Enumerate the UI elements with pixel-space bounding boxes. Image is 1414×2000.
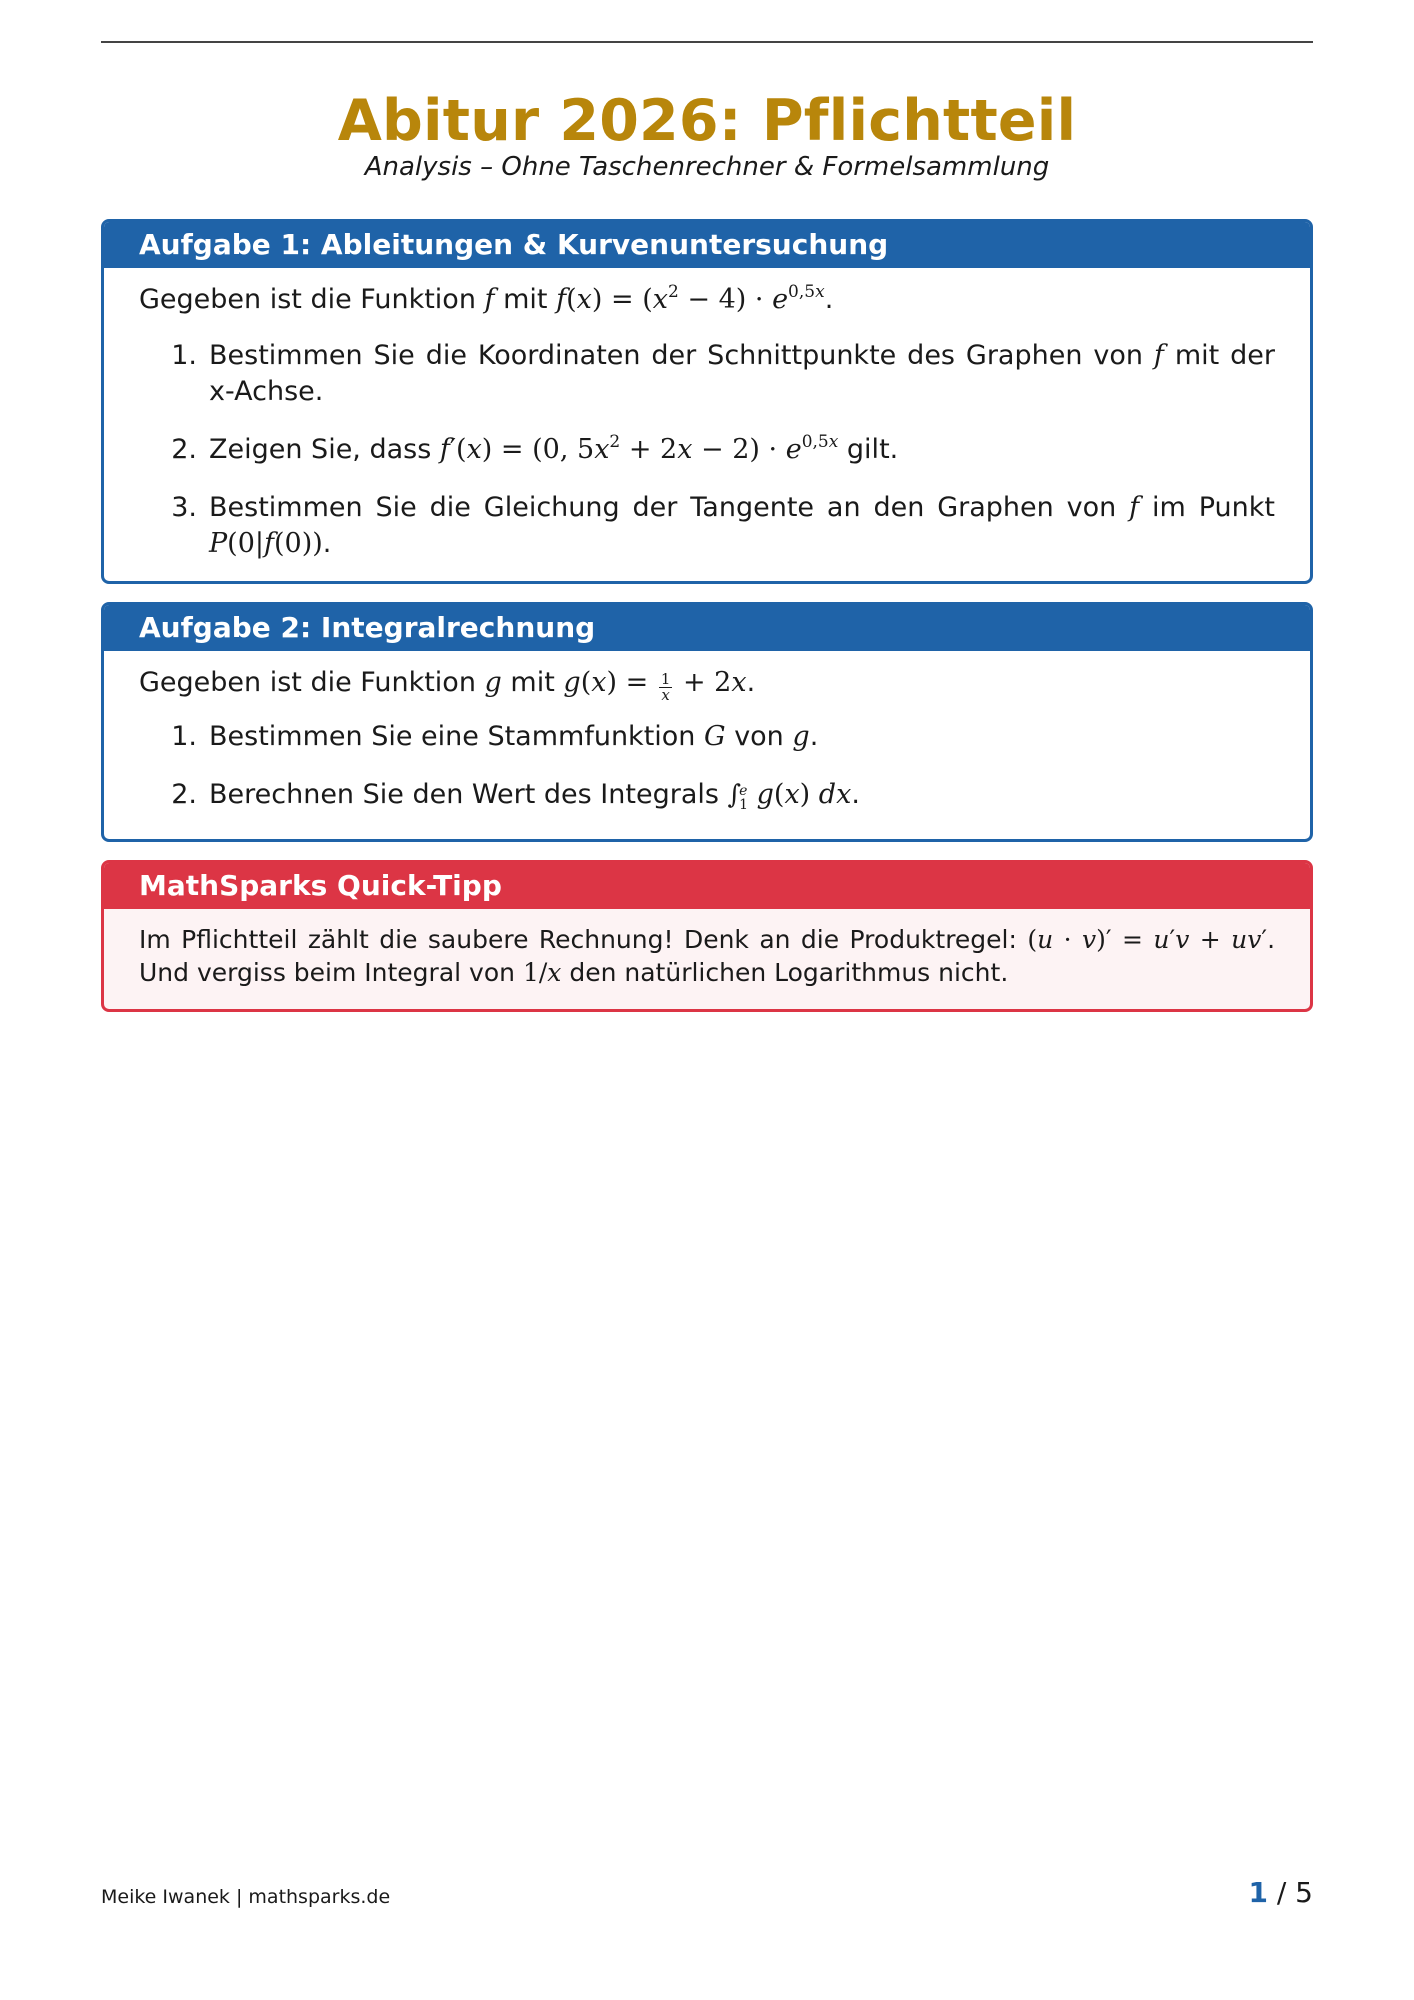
task-2-intro: Gegeben ist die Funktion g mit g(x) = $\frac{1}{x}$ + 2x. [139,667,756,704]
derivative-formula: f′(x) = (0, $5x^2 + 2x - 2) \cdot e^{0,5x}$ [439,432,839,465]
function-definition-g: g(x) = $\frac{1}{x}$ + 2x [563,667,747,704]
product-rule-formula: (u · v)′ = u′v + uv′ [1027,925,1268,954]
top-rule [101,41,1313,43]
tip-box [101,860,1313,1012]
point-p: P(0|f(0)) [209,528,323,559]
task-1-body [104,268,1310,562]
task-2-body [104,651,1310,813]
footer-author: Meike Iwanek | mathsparks.de [101,1886,391,1908]
task-2-list [139,719,1275,813]
task-1-item-3: 3. Bestimmen Sie die Gleichung der Tangente an den Graphen von f im Punkt P(0|f(0)). [171,492,1275,559]
task-1-box [101,219,1313,584]
task-2-heading: Aufgabe 2: Integralrechnung [104,605,1310,651]
task-1-heading: Aufgabe 1: Ableitungen & Kurvenuntersuchung [104,222,1310,268]
integral-formula: ∫ e 1 g(x) dx [727,779,852,813]
task-2-item-1: 1. Bestimmen Sie eine Stammfunktion G von g. [171,721,819,752]
task-1-item-1: 1. Bestimmen Sie die Koordinaten der Schnittpunkte des Graphen von f mit der x-Achse. [171,340,1275,407]
page-title: Abitur 2026: Pflichtteil [337,88,1077,154]
task-1-intro: Gegeben ist die Funktion f mit $f(x) = (x^2 - 4) \cdot e^{0,5x}$. [139,282,834,315]
function-definition-f: $f(x) = (x^2 - 4) \cdot e^{0,5x}$ [556,282,825,315]
reciprocal-formula: 1/x [522,958,562,987]
page-subtitle: Analysis – Ohne Taschenrechner & Formelsammlung [364,152,1050,182]
task-1-list [139,338,1275,562]
function-name-g: g [484,667,502,698]
task-2-box [101,602,1313,842]
page-total: 5 [1295,1876,1313,1909]
function-name-f: f [484,284,495,315]
page-current: 1 [1248,1876,1268,1909]
tip-heading: MathSparks Quick-Tipp [104,863,1310,909]
page-number: 1 / 5 [1248,1876,1313,1909]
tip-body: Im Pflichtteil zählt die saubere Rechnung! Denk an die Produktregel: (u · v)′ = u′v + uv′. Und vergiss beim Integral von 1/x den natürlichen Logarithmus nicht. [139,925,1276,987]
task-1-item-2: 2. Zeigen Sie, dass f′(x) = (0, $5x^2 + 2x - 2) \cdot e^{0,5x}$ gilt. [171,432,899,465]
task-2-item-2: 2. Berechnen Sie den Wert des Integrals ∫ e 1 g(x) dx. [171,779,860,813]
